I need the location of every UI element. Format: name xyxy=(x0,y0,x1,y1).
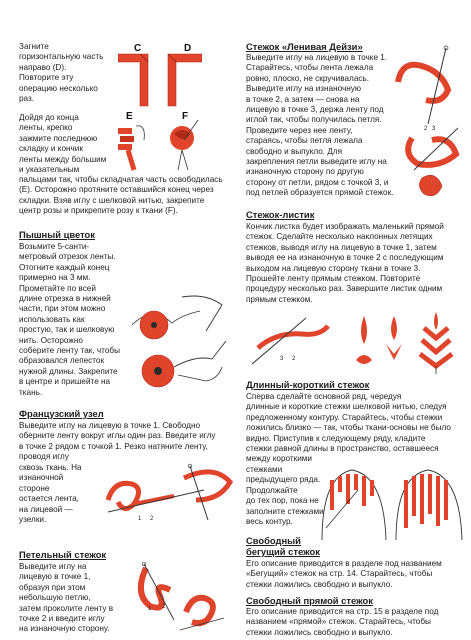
flower-illustration xyxy=(122,285,232,400)
lazy-daisy-illustration xyxy=(392,42,468,202)
long-short-instructions: Сперва сделайте основной ряд, чередуя длинные и короткие стежки шелковой нитью, следуя предложенному контуру. Старайтесь, чтобы стежки ложились близко — так, чтобы ткани-основы не было видно. Приступив к следующему ряду, кладите стежки равной длины в пространство, оставшееся между короткими xyxy=(246,392,451,464)
free-straight-instructions: Его описание приводится на стр. 15 в разделе под названием «прямой» стежок. Старайтесь, чтобы стежки ложились свободно и выпукло. xyxy=(246,607,439,637)
free-running-instructions: Его описание приводится в разделе под названием «Бегущий» стежок на стр. 14. Старайтесь, чтобы стежки ложились свободно и выпукло. xyxy=(246,559,442,589)
fold-instructions: Загните горизонтальную часть направо (D). Повторите эту операцию несколько раз. xyxy=(19,42,104,104)
leaf-stitch-illustration xyxy=(246,308,468,376)
free-running-title: Свободный бегущий стежок xyxy=(246,535,320,557)
svg-text:2: 2 xyxy=(424,126,428,132)
leaf-stitch-finished xyxy=(420,312,452,374)
french-knot-needle xyxy=(184,464,230,520)
french-knot-instructions: Выведите иглу на лицевую в точке 1. Свободно оберните ленту вокруг иглы один раз. Введите иглу в точке 2 рядом с точкой 1. Резко натяните ленту, проводя иглу xyxy=(19,421,216,462)
svg-text:2: 2 xyxy=(162,604,166,610)
fold-c-ribbon xyxy=(118,54,148,106)
free-straight-title: Свободный прямой стежок xyxy=(246,595,373,606)
hold-instructions-continued: пальцами так, чтобы складчатая часть освободилась (E). Осторожно протяните оставшийся конец через складки. Взяв иглу с шелковой нитью, закрепите центр розы и прикрепите розу к ткани (F). xyxy=(19,175,223,216)
label-c: C xyxy=(134,43,142,54)
french-knot-ribbon-loop xyxy=(108,483,204,522)
french-knot-illustration xyxy=(104,460,234,528)
flower-instructions: Возьмите 5-санти- метровый отрезок ленты. Отогните каждый конец примерно на 3 мм. Прометайте по всей длине отрезка в нижней части, при этом можно использовать как простую, так и шелковую нить. Осторожно соберите ленту так, чтобы образовался лепесток нужной длины. Закрепите в центре и пришейте на ткань. xyxy=(19,242,120,397)
lazy-daisy-needle-top xyxy=(398,46,448,132)
french-knot-instructions-continued: сквозь ткань. На изнаночной стороне остается лента, на лицевой — узелки. xyxy=(19,463,82,525)
svg-text:2: 2 xyxy=(292,356,296,362)
lazy-daisy-finished-petal xyxy=(419,175,442,195)
loop-stitch-ribbon xyxy=(141,562,174,620)
rose-ef-illustration xyxy=(112,110,212,180)
flower-finished xyxy=(142,341,226,387)
label-d: D xyxy=(184,43,192,54)
leaf-stitch-step-1 xyxy=(356,316,372,364)
svg-text:3: 3 xyxy=(432,126,436,132)
label-f: F xyxy=(182,111,189,122)
lazy-daisy-instructions: Выведите иглу на лицевую в точке 1. Старайтесь, чтобы лента лежала ровно, плоско, не скручивалась. Выведите иглу на изнаночную в точке 2, а затем — снова на лицевую в точке 3, держа ленту под иглой так, чтобы получилась петля. Проведите через нее ленту, стараясь, чтобы петля лежала свободно и выпукло. Для закрепления петли выведите иглу на изнаночную сторону по другую сторону от петли, рядом с точкой 3, и под петлей образуется прямой стежок. xyxy=(246,53,394,198)
long-short-first-row xyxy=(322,470,386,540)
long-short-instructions-continued: стежками предыдущего ряда. Продолжайте до тех пор, пока не заполните стежками весь контур. xyxy=(246,465,324,527)
leaf-stitch-needle xyxy=(252,318,328,364)
leaf-stitch-instructions: Кончик листка будет изображать маленький прямой стежок. Сделайте несколько наклонных летящих стежков, выводя иглу на лицевую в точке 1, затем выводя ее на изнаночную в точке 2 с последующим выходом на лицевую сторону ткани в точке 3. Прошейте ленту прямым стежком. Повторите процедуру несколько раз. Завершите листик одним прямым стежком. xyxy=(246,222,444,304)
svg-text:1: 1 xyxy=(138,516,142,522)
hold-instructions: Дойдя до конца ленты, крепко зажмите последнюю складку и кончик ленты между большим и указательным xyxy=(19,113,107,175)
lazy-daisy-loop-middle xyxy=(408,128,458,170)
fold-d-ribbon xyxy=(168,54,202,106)
lazy-daisy-title: Стежок «Ленивая Дейзи» xyxy=(246,41,363,52)
label-e: E xyxy=(126,111,133,122)
french-knot-title: Французский узел xyxy=(19,408,104,419)
long-short-title: Длинный-короткий стежок xyxy=(246,379,370,390)
leaf-stitch-step-2 xyxy=(386,316,402,360)
ribbon-fold-cd-illustration xyxy=(118,42,202,110)
rose-f-flower xyxy=(170,120,198,170)
svg-text:1: 1 xyxy=(148,606,152,612)
rose-e-folds xyxy=(118,126,144,170)
loop-stitch-illustration xyxy=(130,560,226,638)
svg-text:3: 3 xyxy=(280,356,284,362)
leaf-stitch-title: Стежок-листик xyxy=(246,209,315,220)
long-short-second-row xyxy=(396,470,462,540)
svg-text:2: 2 xyxy=(150,516,154,522)
flower-gathered-ribbon xyxy=(132,296,222,339)
loop-stitch-title: Петельный стежок xyxy=(19,549,107,560)
flower-title: Пышный цветок xyxy=(19,229,95,240)
loop-stitch-instructions: Выведите иглу на лицевую в точке 1, образуя при этом небольшую петлю, затем проколите ленту в точке 2 и введите иглу на изнаночную сторону. xyxy=(19,562,114,634)
loop-stitch-finished xyxy=(180,598,224,630)
long-short-illustration xyxy=(316,460,468,546)
